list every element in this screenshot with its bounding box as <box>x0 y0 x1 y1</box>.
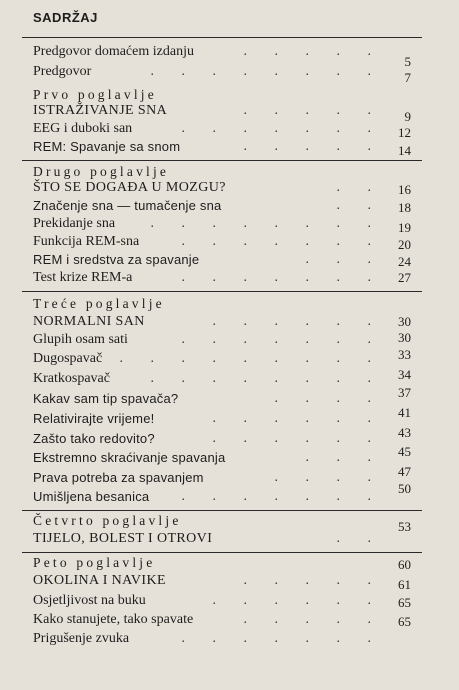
entry-page: 47 <box>398 464 411 479</box>
leader-dots: . . . . . . . <box>181 631 383 646</box>
entry-title: Funkcija REM-sna <box>33 234 140 249</box>
entry-page: 43 <box>398 425 411 440</box>
leader-dots: . . . . . . . . <box>150 216 383 231</box>
chapter-label: Četvrto poglavlje 53 <box>33 513 411 534</box>
leader-dots: . . . <box>305 450 383 465</box>
toc-entry <box>33 233 411 251</box>
toc-entry <box>33 630 411 648</box>
leader-dots: . . . . . <box>243 139 383 154</box>
leader-dots: . . . . . <box>243 103 383 118</box>
chapter-label: Treće poglavlje <box>33 296 165 311</box>
chapter-title: ŠTO SE DOGAĐA U MOZGU? . . 16 <box>33 180 411 197</box>
chapter-title: OKOLINA I NAVIKE . . . . . 61 <box>33 573 411 592</box>
leader-dots: . . . . . . <box>212 431 383 446</box>
toc-entry <box>33 611 411 629</box>
toc-entry <box>33 592 411 610</box>
toc-entry <box>33 43 411 69</box>
entry-title: Prava potreba za spavanjem <box>33 470 204 485</box>
leader-dots: . . . . . <box>243 573 383 588</box>
section-rule <box>22 510 422 511</box>
chapter-title: TIJELO, BOLEST I OTROVI . . <box>33 531 383 546</box>
section-rule <box>22 552 422 553</box>
entry-title: Predgovor domaćem izdanju <box>33 44 194 59</box>
entry-title: Kakav sam tip spavača? <box>33 391 179 406</box>
toc-entry <box>33 347 411 368</box>
entry-page: 7 <box>404 70 411 85</box>
toc-entry <box>33 367 411 388</box>
entry-title: Kratkospavač <box>33 371 110 386</box>
entry-title: Umišljena besanica <box>33 489 150 504</box>
entry-title: Relativirajte vrijeme! <box>33 411 155 426</box>
leader-dots: . . <box>336 180 383 195</box>
top-rule <box>22 37 422 38</box>
toc-entry <box>33 385 411 408</box>
leader-dots: . . . . . . <box>212 411 383 426</box>
leader-dots: . . . . . . . <box>181 489 383 504</box>
entry-page: 14 <box>398 143 411 158</box>
leader-dots: . . . . . <box>243 44 383 59</box>
toc-entry <box>33 444 411 467</box>
leader-dots: . . . . . . . <box>181 332 383 347</box>
toc-entry <box>33 405 411 428</box>
entry-title: Dugospavač <box>33 351 103 366</box>
toc-entry <box>33 63 411 85</box>
entry-title: Značenje sna — tumačenje sna <box>33 198 222 213</box>
toc-entry <box>33 251 411 269</box>
leader-dots: . . . . <box>274 391 383 406</box>
entry-title: Zašto tako redovito? <box>33 431 155 446</box>
entry-title: Kako stanujete, tako spavate <box>33 612 194 627</box>
entry-title: Ekstremno skraćivanje spavanja <box>33 450 226 465</box>
leader-dots: . . . . . . <box>212 314 383 329</box>
entry-title: Predgovor <box>33 64 92 79</box>
leader-dots: . . . . . . <box>212 593 383 608</box>
toc-entry <box>33 331 411 349</box>
entry-page: 30 <box>398 330 411 345</box>
section-rule <box>22 291 422 292</box>
toc-entry <box>33 120 411 138</box>
toc-entry <box>33 481 411 506</box>
entry-page: 34 <box>398 367 411 382</box>
entry-page: 20 <box>398 237 411 252</box>
entry-title: Glupih osam sati <box>33 332 128 347</box>
entry-title: Osjetljivost na buku <box>33 593 146 608</box>
leader-dots: . . . . . <box>243 612 383 627</box>
leader-dots: . . <box>336 531 383 546</box>
chapter-label: Prvo poglavlje <box>33 87 157 102</box>
entry-title: EEG i duboki san <box>33 121 133 136</box>
entry-title: REM i sredstva za spavanje <box>33 252 200 267</box>
entry-title: Prigušenje zvuka <box>33 631 130 646</box>
entry-title: Test krize REM-a <box>33 270 133 285</box>
leader-dots: . . . <box>305 252 383 267</box>
entry-page: 27 <box>398 270 411 285</box>
toc-entry <box>33 425 411 448</box>
leader-dots: . . . . . . . <box>181 270 383 285</box>
entry-page: 24 <box>398 254 411 269</box>
entry-page: 37 <box>398 385 411 400</box>
toc-entry <box>33 197 411 215</box>
entry-page: 65 <box>398 595 411 610</box>
toc-entry <box>33 464 411 487</box>
entry-page: 16 <box>398 182 411 197</box>
toc-entry <box>33 215 411 233</box>
entry-page: 19 <box>398 220 411 235</box>
chapter-label: Drugo poglavlje <box>33 164 170 179</box>
leader-dots: . . . . . . . . . <box>119 351 383 366</box>
entry-page: 53 <box>398 519 411 534</box>
entry-page: 18 <box>398 200 411 215</box>
leader-dots: . . . . . . . <box>181 121 383 136</box>
chapter-title: ISTRAŽIVANJE SNA . . . . . 9 <box>33 103 411 124</box>
leader-dots: . . . . . . . <box>181 234 383 249</box>
entry-page: 60 <box>398 557 411 572</box>
chapter-label: Peto poglavlje 60 <box>33 555 411 572</box>
entry-page: 65 <box>398 614 411 629</box>
leader-dots: . . <box>336 198 383 213</box>
entry-page: 41 <box>398 405 411 420</box>
entry-page: 45 <box>398 444 411 459</box>
entry-page: 12 <box>398 125 411 140</box>
toc-entry <box>33 269 411 287</box>
toc-entry <box>33 138 411 156</box>
entry-page: 50 <box>398 481 411 496</box>
entry-page: 9 <box>404 109 411 124</box>
entry-page: 61 <box>398 577 411 592</box>
entry-page: 5 <box>404 54 411 69</box>
entry-title: REM: Spavanje sa snom <box>33 139 181 154</box>
contents-heading: SADRŽAJ <box>33 10 98 25</box>
entry-page: 33 <box>398 347 411 362</box>
leader-dots: . . . . <box>274 470 383 485</box>
leader-dots: . . . . . . . . <box>150 64 383 79</box>
section-rule <box>22 160 422 161</box>
entry-title: Prekidanje sna <box>33 216 116 231</box>
entry-page: 30 <box>398 314 411 329</box>
chapter-title: NORMALNI SAN . . . . . . 30 <box>33 314 411 329</box>
leader-dots: . . . . . . . . <box>150 371 383 386</box>
